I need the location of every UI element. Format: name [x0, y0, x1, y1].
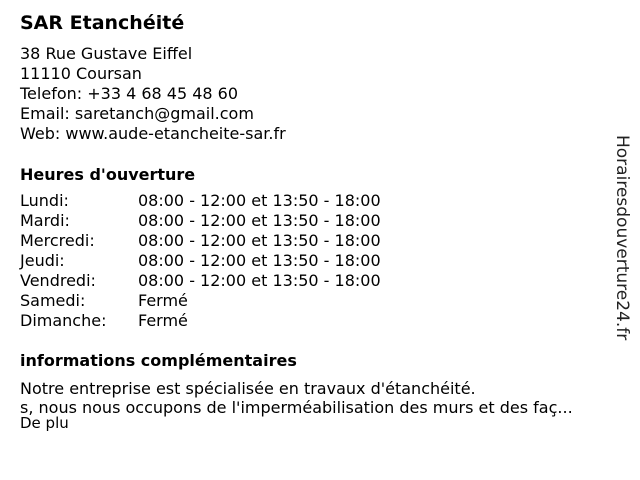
phone-line: Telefon: +33 4 68 45 48 60: [20, 84, 239, 103]
day-label: Dimanche:: [20, 311, 107, 330]
info-text-line: s, nous nous occupons de l'imperméabilisation des murs et des faç...: [20, 398, 573, 417]
day-hours: 08:00 - 12:00 et 13:50 - 18:00: [138, 211, 381, 230]
day-label: Mardi:: [20, 211, 70, 230]
hours-row-jeudi: [20, 251, 381, 271]
website-line: Web: www.aude-etancheite-sar.fr: [20, 124, 286, 143]
additional-info-text: [20, 379, 610, 430]
day-label: Jeudi:: [20, 251, 65, 270]
street-address: 38 Rue Gustave Eiffel: [20, 44, 193, 63]
day-hours: 08:00 - 12:00 et 13:50 - 18:00: [138, 191, 381, 210]
hours-row-mercredi: [20, 231, 381, 251]
postal-city: 11110 Coursan: [20, 64, 142, 83]
day-label: Mercredi:: [20, 231, 95, 250]
hours-row-mardi: [20, 211, 381, 231]
day-hours: Fermé: [138, 291, 188, 310]
day-hours: 08:00 - 12:00 et 13:50 - 18:00: [138, 271, 381, 290]
business-card: [20, 10, 610, 430]
hours-row-vendredi: [20, 271, 381, 291]
day-hours: 08:00 - 12:00 et 13:50 - 18:00: [138, 231, 381, 250]
day-label: Lundi:: [20, 191, 69, 210]
business-name: SAR Etanchéité: [20, 12, 185, 34]
hours-row-dimanche: [20, 311, 381, 331]
info-text-line: Notre entreprise est spécialisée en travaux d'étanchéité.: [20, 379, 476, 398]
site-watermark: Horairesdouverture24.fr: [612, 135, 632, 341]
email-line: Email: saretanch@gmail.com: [20, 104, 254, 123]
day-label: Vendredi:: [20, 271, 96, 290]
additional-info-title: informations complémentaires: [20, 351, 297, 370]
address-block: [20, 44, 610, 144]
day-hours: Fermé: [138, 311, 188, 330]
day-hours: 08:00 - 12:00 et 13:50 - 18:00: [138, 251, 381, 270]
hours-row-lundi: [20, 191, 381, 211]
day-label: Samedi:: [20, 291, 86, 310]
info-text-line: De plu: [20, 414, 69, 432]
hours-row-samedi: [20, 291, 381, 311]
opening-hours-table: [20, 191, 381, 331]
opening-hours-title: Heures d'ouverture: [20, 165, 196, 184]
